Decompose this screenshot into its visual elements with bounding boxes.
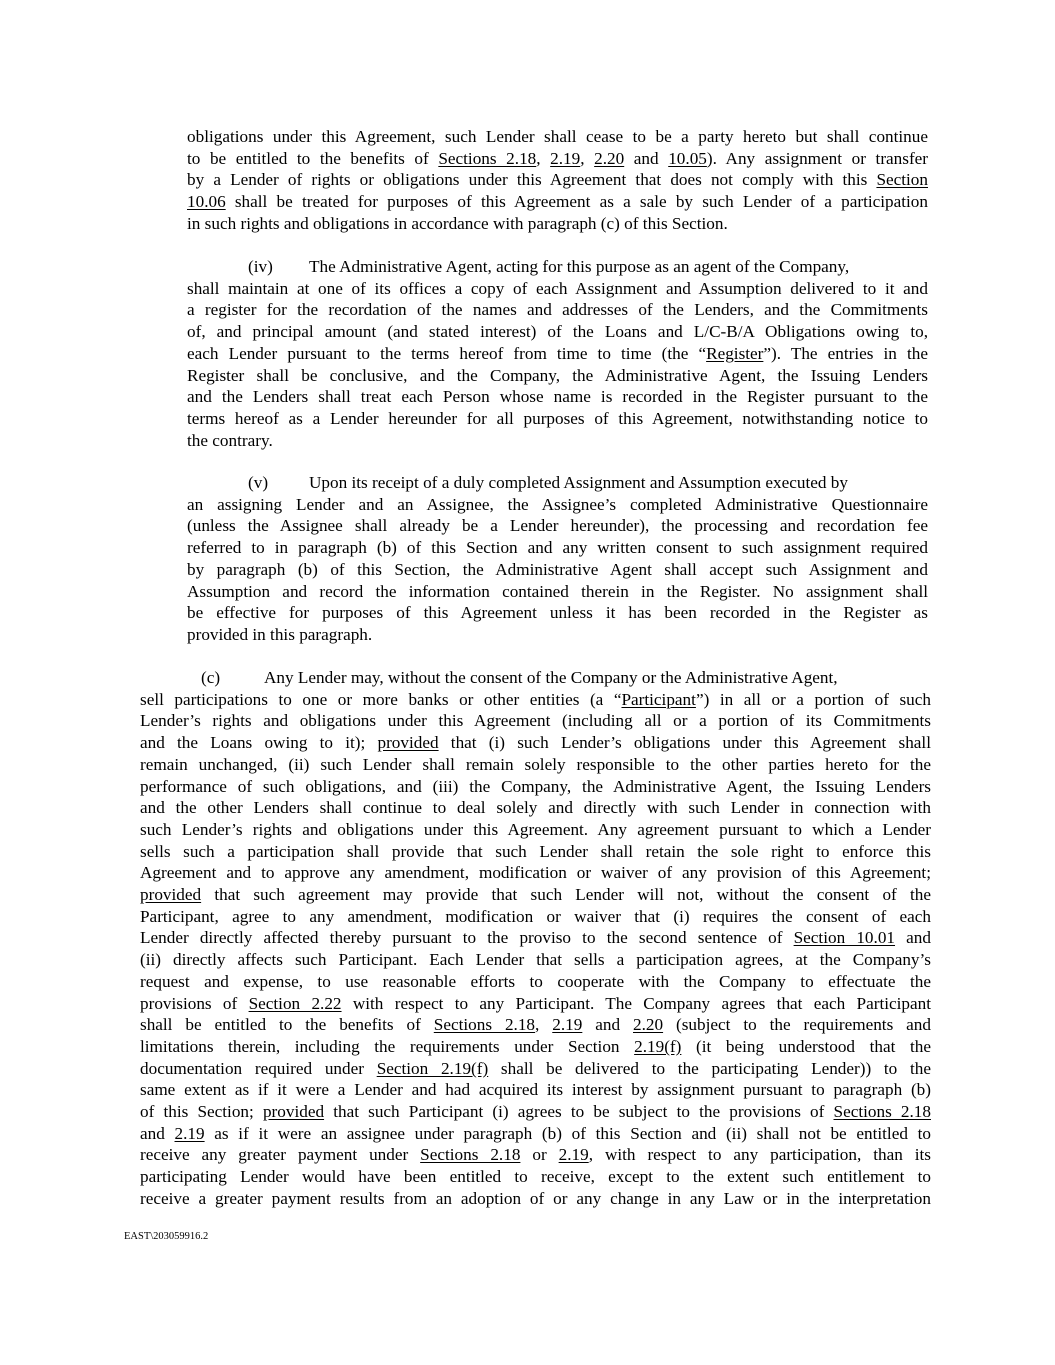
- proviso-term: provided: [377, 733, 439, 753]
- paragraph-continuation: [187, 126, 928, 235]
- text-line: limitations therein, including the requirements under Section 2.19(f) (it being understood that the: [140, 1036, 932, 1056]
- text-line: provided in this paragraph.: [187, 624, 373, 644]
- text-line: (iv) The Administrative Agent, acting for this purpose as an agent of the Company,: [248, 257, 850, 276]
- text-line: and the Lenders shall treat each Person whose name is recorded in the Register pursuant to the: [187, 387, 928, 407]
- text-line: (ii) directly affects such Participant. Each Lender that sells a participation agrees, at the Company’s: [140, 950, 931, 970]
- section-reference: 2.20: [594, 148, 625, 168]
- proviso-term: provided: [140, 885, 202, 905]
- text-line: and 2.19 as if it were an assignee under paragraph (b) of this Section and (ii) shall not be entitled to: [140, 1123, 931, 1143]
- text-line: an assigning Lender and an Assignee, the Assignee’s completed Administrative Questionnaire: [187, 494, 928, 514]
- text-line: and the other Lenders shall continue to deal solely and directly with such Lender in connection with: [140, 798, 931, 818]
- section-reference: 2.19: [174, 1123, 205, 1143]
- text-line: referred to in paragraph (b) of this Section and any written consent to such assignment required: [187, 538, 928, 558]
- section-reference: 2.20: [633, 1015, 664, 1035]
- section-reference: 2.19(f): [634, 1036, 682, 1056]
- section-reference: Section 2.19(f): [376, 1058, 489, 1078]
- paragraph-c: [140, 667, 931, 1210]
- text-line: obligations under this Agreement, such Lender shall cease to be a party hereto but shall continue: [187, 127, 928, 146]
- paragraph-marker: (v): [248, 473, 269, 492]
- text-line: such Lender’s rights and obligations under this Agreement. Any agreement pursuant to which a Lender: [140, 819, 931, 839]
- text-line: Register shall be conclusive, and the Company, the Administrative Agent, the Issuing Lenders: [187, 365, 928, 385]
- text-line: Assumption and record the information contained therein in the Register. No assignment shall: [187, 581, 928, 601]
- text-line: a register for the recordation of the names and addresses of the Lenders, and the Commitments: [187, 300, 928, 320]
- text-line: 10.06 shall be treated for purposes of this Agreement as a sale by such Lender of a participation: [187, 192, 928, 212]
- text-line: Lender’s rights and obligations under this Agreement (including all or a portion of its Commitments: [140, 711, 931, 731]
- text-line: of, and principal amount (and stated interest) of the Loans and L/C-B/A Obligations owing to,: [187, 322, 928, 342]
- text-line: request and expense, to use reasonable efforts to cooperate with the Company to effectuate the: [140, 971, 931, 991]
- defined-term: Participant: [621, 689, 696, 709]
- text-line: by paragraph (b) of this Section, the Administrative Agent shall accept such Assignment and: [187, 559, 928, 579]
- text-line: Participant, agree to any amendment, modification or waiver that (i) requires the consent of each: [140, 906, 931, 926]
- text-line: documentation required under Section 2.19(f) shall be delivered to the participating Lender)) to the: [140, 1058, 931, 1078]
- text-line: participating Lender would have been entitled to receive, except to the extent such entitlement to: [140, 1167, 931, 1187]
- document-id-footer: EAST\203059916.2: [124, 1231, 209, 1242]
- section-reference: Sections 2.18: [420, 1145, 521, 1165]
- text-line: terms hereof as a Lender hereunder for all purposes of this Agreement, notwithstanding notice to: [187, 408, 928, 428]
- section-reference: 2.19: [552, 1015, 583, 1035]
- text-line: (unless the Assignee shall already be a Lender hereunder), the processing and recordation fee: [187, 516, 928, 536]
- text-line: sells such a participation shall provide that such Lender shall retain the sole right to enforce this: [140, 841, 931, 861]
- text-line: each Lender pursuant to the terms hereof from time to time (the “Register”). The entries in the: [187, 343, 928, 363]
- section-reference: Sections 2.18: [438, 148, 537, 168]
- text-line: of this Section; provided that such Participant (i) agrees to be subject to the provisions of Sections 2.18: [140, 1102, 931, 1122]
- section-reference: 2.19: [550, 148, 581, 168]
- paragraph-iv: [187, 256, 928, 451]
- section-reference: Section: [876, 170, 928, 190]
- text-line: shall maintain at one of its offices a copy of each Assignment and Assumption delivered to it and: [187, 278, 928, 298]
- text-line: Agreement and to approve any amendment, modification or waiver of any provision of this Agreement;: [140, 863, 931, 883]
- text-line: provisions of Section 2.22 with respect to any Participant. The Company agrees that each Participant: [140, 993, 932, 1013]
- text-line: provided that such agreement may provide that such Lender will not, without the consent of the: [140, 885, 931, 905]
- text-line: in such rights and obligations in accordance with paragraph (c) of this Section.: [187, 213, 728, 233]
- text-line: Lender directly affected thereby pursuant to the proviso to the second sentence of Section 10.01 and: [140, 928, 931, 948]
- paragraph-marker: (c): [201, 668, 221, 687]
- section-reference: Section 10.01: [793, 928, 896, 948]
- text-line: (c) Any Lender may, without the consent of the Company or the Administrative Agent,: [201, 668, 838, 687]
- text-line: the contrary.: [187, 430, 273, 450]
- defined-term: Register: [706, 343, 764, 363]
- text-line: remain unchanged, (ii) such Lender shall remain solely responsible to the other parties hereto for the: [140, 754, 931, 774]
- section-reference: Sections 2.18: [433, 1015, 536, 1035]
- section-reference: 10.05: [668, 148, 707, 168]
- text-line: be effective for purposes of this Agreement unless it has been recorded in the Register as: [187, 603, 928, 623]
- text-line: (v) Upon its receipt of a duly completed Assignment and Assumption executed by: [248, 473, 848, 492]
- text-line: shall be entitled to the benefits of Sections 2.18, 2.19 and 2.20 (subject to the requirements and: [140, 1015, 931, 1035]
- section-reference: Section 2.22: [248, 993, 342, 1013]
- paragraph-v: [187, 472, 928, 646]
- text-line: and the Loans owing to it); provided that (i) such Lender’s obligations under this Agreement shall: [140, 733, 931, 753]
- text-line: performance of such obligations, and (iii) the Company, the Administrative Agent, the Issuing Lenders: [140, 776, 931, 796]
- section-reference: 2.19: [558, 1145, 589, 1165]
- text-line: same extent as if it were a Lender and had acquired its interest by assignment pursuant to paragraph (b): [140, 1080, 931, 1100]
- paragraph-marker: (iv): [248, 257, 273, 276]
- section-reference: 10.06: [187, 192, 226, 212]
- text-line: receive a greater payment results from an adoption of or any change in any Law or in the interpretation: [140, 1188, 931, 1208]
- text-line: receive any greater payment under Sections 2.18 or 2.19, with respect to any participation, than its: [140, 1145, 931, 1165]
- text-line: to be entitled to the benefits of Sections 2.18, 2.19, 2.20 and 10.05). Any assignment or transfer: [187, 148, 929, 168]
- text-line: sell participations to one or more banks or other entities (a “Participant”) in all or a portion of such: [140, 689, 931, 709]
- section-reference: Sections 2.18: [833, 1102, 931, 1122]
- proviso-term: provided: [262, 1102, 325, 1122]
- text-line: by a Lender of rights or obligations under this Agreement that does not comply with this Section: [187, 170, 928, 190]
